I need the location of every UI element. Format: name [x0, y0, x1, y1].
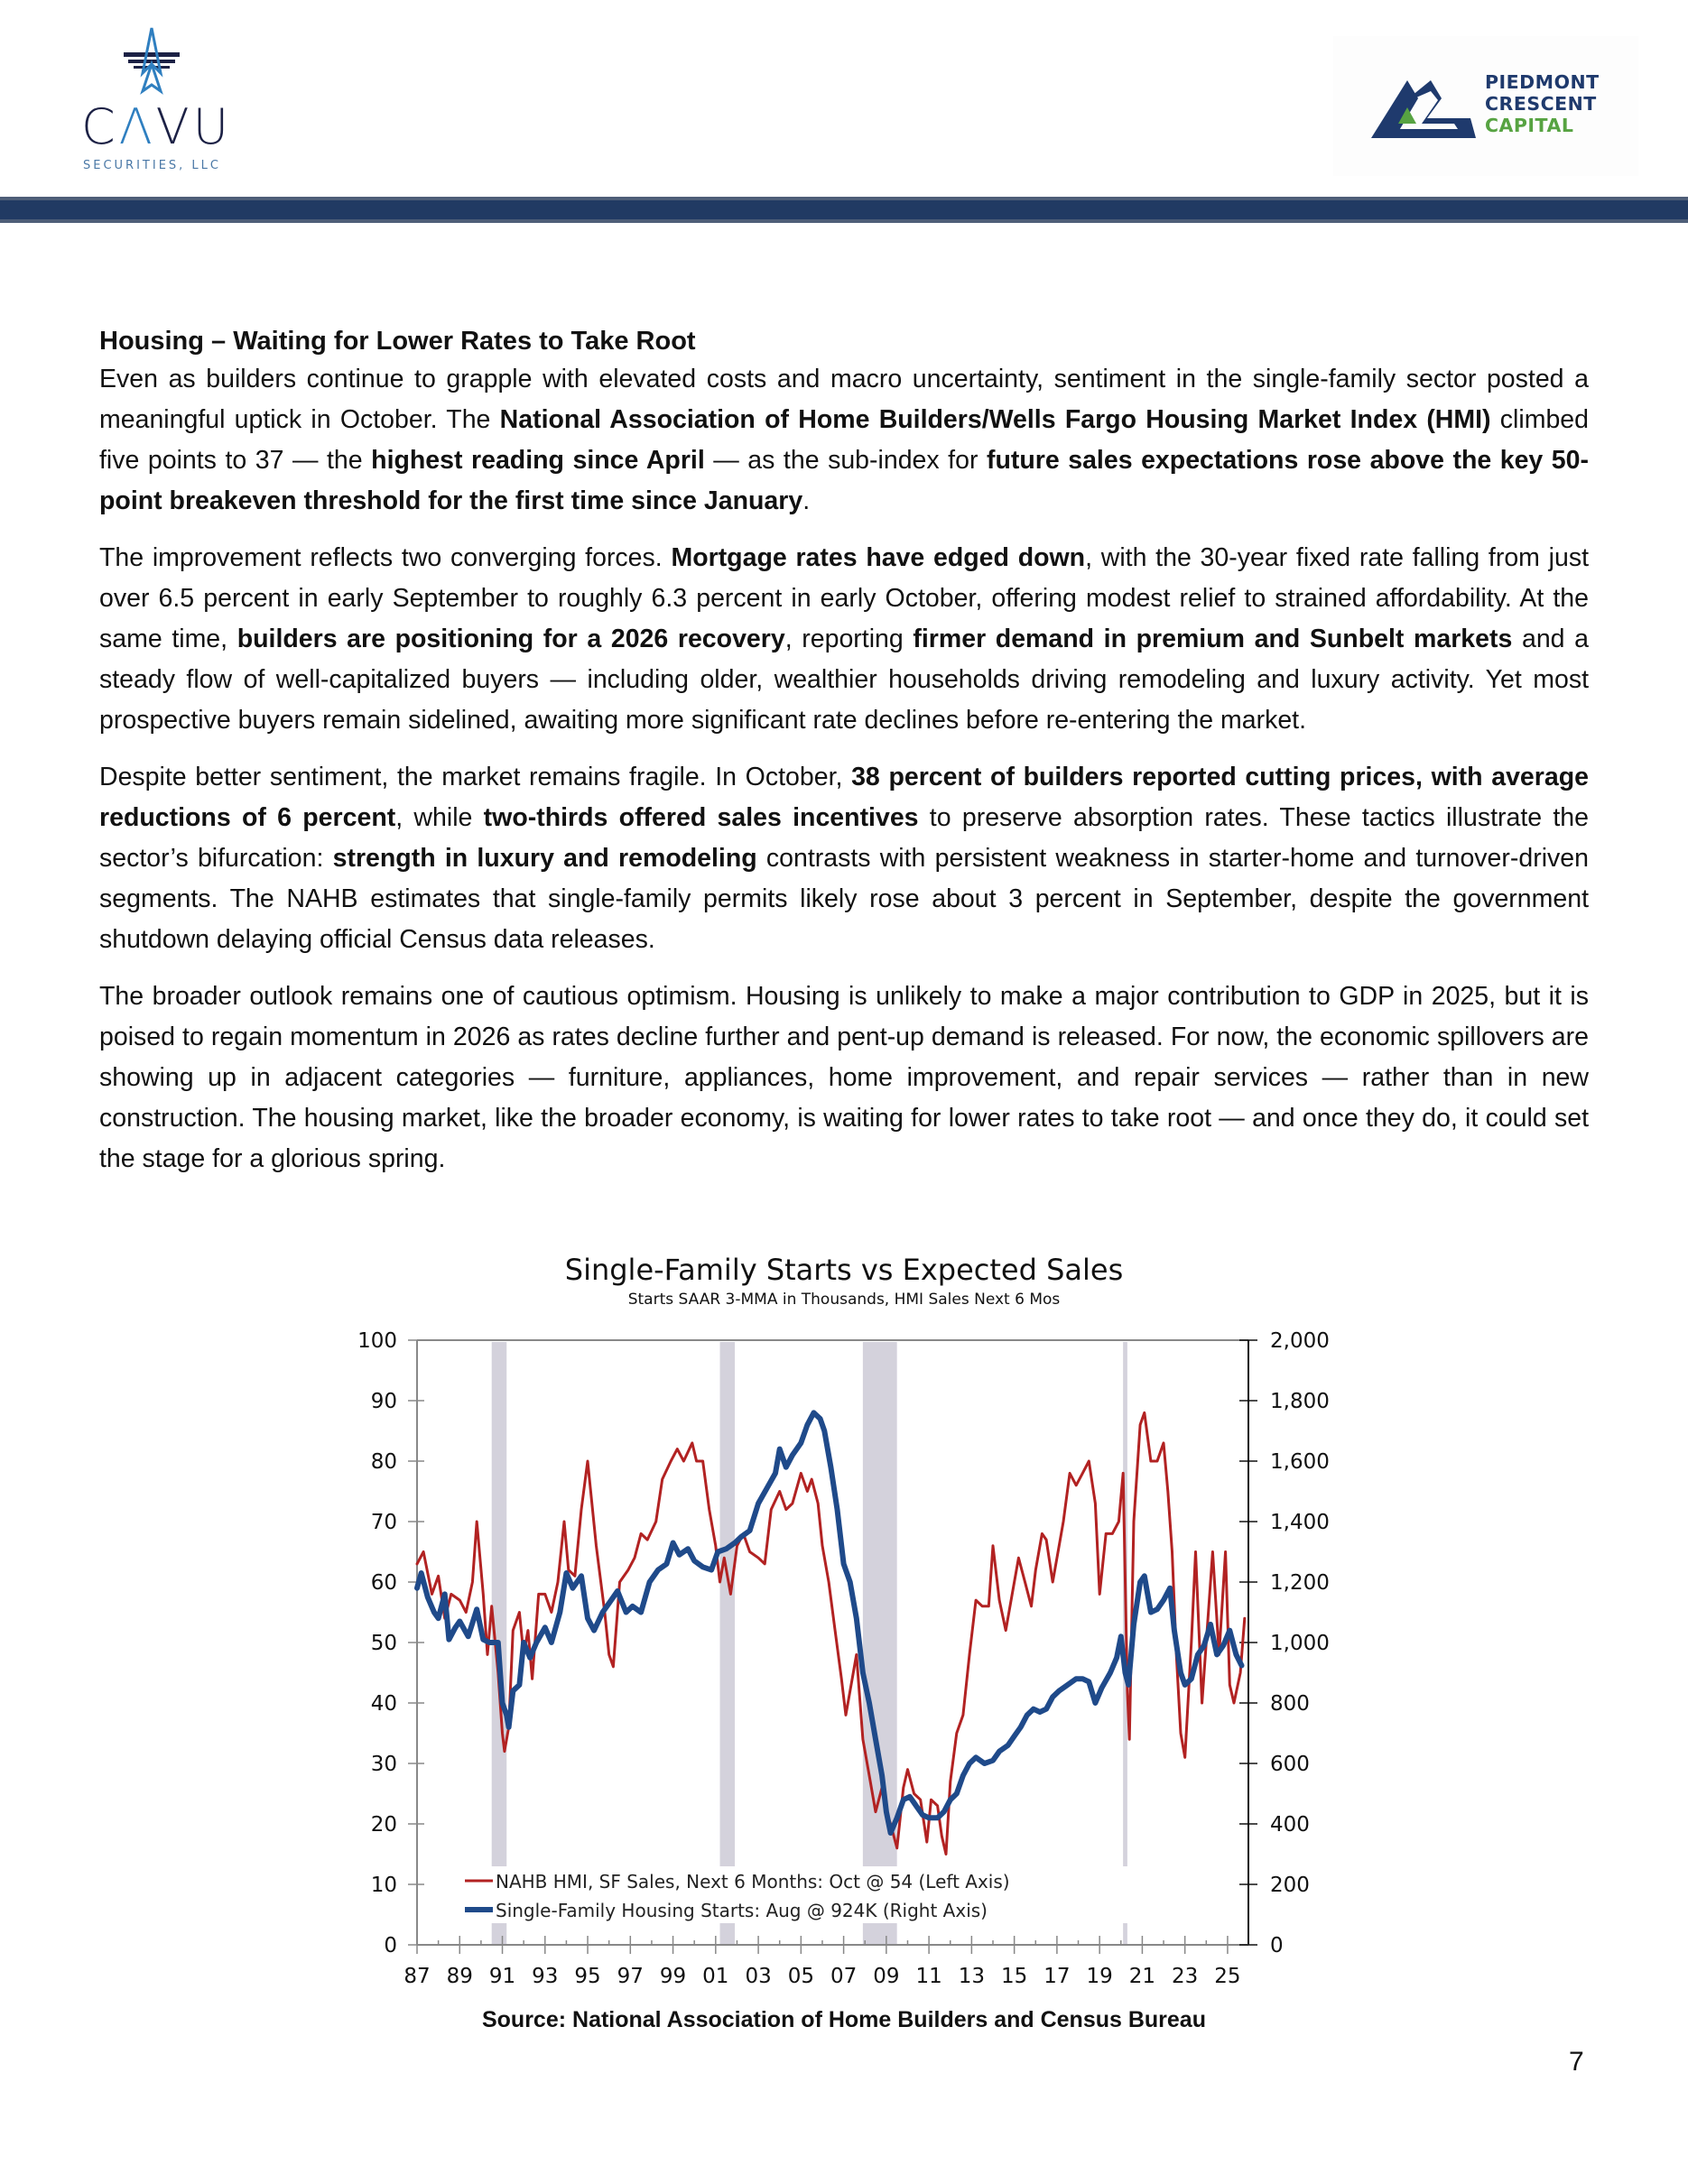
left-tick-label: 20 — [370, 1813, 397, 1837]
right-tick-label: 1,000 — [1270, 1632, 1330, 1655]
recession-band — [492, 1342, 507, 1866]
recession-band — [720, 1342, 736, 1866]
right-tick-label: 600 — [1270, 1753, 1310, 1776]
right-tick-label: 1,600 — [1270, 1450, 1330, 1474]
right-tick-label: 800 — [1270, 1692, 1310, 1716]
paragraph: The broader outlook remains one of cautious optimism. Housing is unlikely to make a major contribution to GDP in 2025, but it is poised to regain momentum in 2026 as rates decline further and pent-up demand is released. For now, the economic spillovers are showing up in adjacent categories — furniture, appliances, home improvement, and repair services — rather than in new construction. The housing market, like the broader economy, is waiting for lower rates to take root — and once they do, it could set the stage for a glorious spring. — [99, 982, 1589, 1173]
recession-band — [492, 1923, 507, 1945]
left-tick-label: 30 — [370, 1753, 397, 1776]
chart-subtitle: Starts SAAR 3-MMA in Thousands, HMI Sales Next 6 Mos — [627, 1291, 1061, 1309]
x-tick-label: 25 — [1214, 1965, 1241, 1988]
x-tick-label: 13 — [958, 1965, 986, 1988]
cavu-wordmark: CΛVU — [81, 98, 233, 155]
paragraph: Despite better sentiment, the market remains fragile. In October, 38 percent of builders reported cutting prices, with average reductions of 6 percent, while two-thirds offered sales incentives to preserve absorption rates. These tactics illustrate the sector’s bifurcation: strength in luxury and remodeling contrasts with persistent weakness in starter-home and turnover-driven segments. The NAHB estimates that single-family permits likely rose about 3 percent in September, despite the government shutdown delaying official Census data releases. — [99, 763, 1589, 954]
x-tick-label: 03 — [745, 1965, 772, 1988]
x-tick-label: 89 — [446, 1965, 473, 1988]
starts-series-line — [417, 1412, 1242, 1833]
recession-band — [863, 1342, 897, 1866]
legend-label-starts: Single-Family Housing Starts: Aug @ 924K (Right Axis) — [496, 1900, 988, 1921]
left-tick-label: 70 — [370, 1511, 397, 1534]
right-tick-label: 1,400 — [1270, 1511, 1330, 1534]
x-tick-label: 15 — [1000, 1965, 1028, 1988]
legend-label-hmi: NAHB HMI, SF Sales, Next 6 Months: Oct @ 54 (Left Axis) — [496, 1871, 1010, 1892]
x-tick-label: 93 — [532, 1965, 559, 1988]
x-tick-label: 23 — [1172, 1965, 1199, 1988]
paragraph: The improvement reflects two converging forces. Mortgage rates have edged down, with the 30-year fixed rate falling from just over 6.5 percent in early September to roughly 6.3 percent in early October, offering modest relief to strained affordability. At the same time, builders are positioning for a 2026 recovery, reporting firmer demand in premium and Sunbelt markets and a steady flow of well-capitalized buyers — including older, wealthier households driving remodeling and luxury activity. Yet most prospective buyers remain sidelined, awaiting more significant rate declines before re-entering the market. — [99, 543, 1590, 735]
x-tick-label: 09 — [873, 1965, 900, 1988]
left-tick-label: 90 — [370, 1390, 397, 1413]
x-tick-label: 05 — [787, 1965, 814, 1988]
x-tick-label: 11 — [915, 1965, 942, 1988]
x-tick-label: 01 — [702, 1965, 729, 1988]
page-number: 7 — [1569, 2047, 1584, 2077]
chart-source: Source: National Association of Home Builders and Census Bureau — [481, 2007, 1206, 2032]
x-tick-label: 21 — [1128, 1965, 1156, 1988]
paragraph: Even as builders continue to grapple with elevated costs and macro uncertainty, sentiment in the single-family sector posted a meaningful uptick in October. The National Association of Home Builders/Wells Fargo Housing Market Index (HMI) climbed five points to 37 — the highest reading since April — as the sub-index for future sales expectations rose above the key 50-point breakeven threshold for the first time since January. — [99, 365, 1590, 515]
x-tick-label: 99 — [659, 1965, 687, 1988]
section-heading: Housing – Waiting for Lower Rates to Take Root — [99, 327, 696, 356]
recession-band — [863, 1923, 897, 1945]
cavu-subtitle: SECURITIES, LLC — [83, 159, 221, 172]
x-tick-label: 97 — [617, 1965, 644, 1988]
x-tick-label: 19 — [1086, 1965, 1113, 1988]
left-tick-label: 10 — [370, 1874, 397, 1897]
recession-band — [1123, 1923, 1127, 1945]
x-tick-label: 87 — [403, 1965, 431, 1988]
x-tick-label: 95 — [574, 1965, 601, 1988]
right-tick-label: 400 — [1270, 1813, 1310, 1837]
left-tick-label: 60 — [370, 1571, 397, 1595]
left-tick-label: 50 — [370, 1632, 397, 1655]
recession-band — [720, 1923, 736, 1945]
chart-title: Single-Family Starts vs Expected Sales — [564, 1253, 1124, 1287]
x-tick-label: 17 — [1043, 1965, 1071, 1988]
pcc-wordmark: PIEDMONT CRESCENT CAPITAL — [1485, 71, 1600, 136]
x-tick-label: 07 — [830, 1965, 858, 1988]
left-tick-label: 100 — [357, 1329, 397, 1353]
x-tick-label: 91 — [488, 1965, 516, 1988]
left-tick-label: 40 — [370, 1692, 397, 1716]
left-tick-label: 80 — [370, 1450, 397, 1474]
right-tick-label: 1,800 — [1270, 1390, 1330, 1413]
right-tick-label: 1,200 — [1270, 1571, 1330, 1595]
right-tick-label: 0 — [1270, 1934, 1284, 1957]
left-tick-label: 0 — [384, 1934, 397, 1957]
right-tick-label: 2,000 — [1270, 1329, 1330, 1353]
right-tick-label: 200 — [1270, 1874, 1310, 1897]
